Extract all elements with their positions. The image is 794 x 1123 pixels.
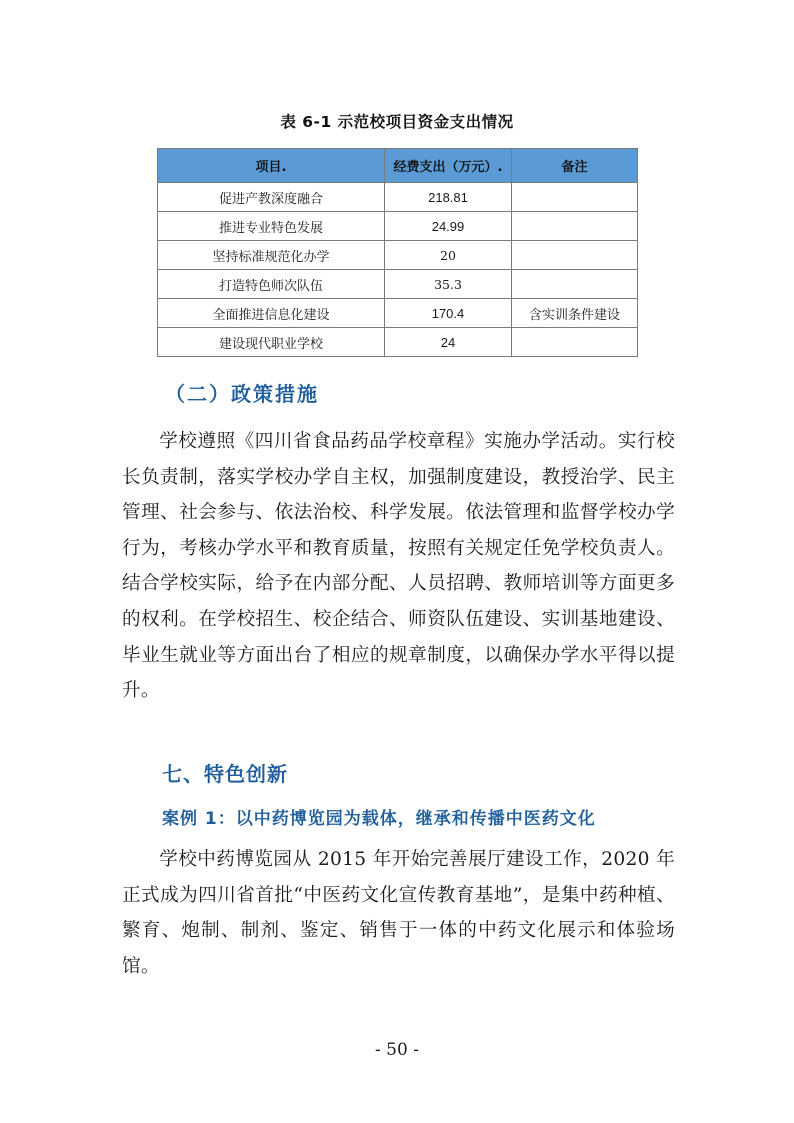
table-header-row (158, 149, 638, 183)
cell-item: 建设现代职业学校 (158, 328, 385, 357)
cell-note (512, 183, 638, 212)
cell-amount: 24 (385, 328, 512, 357)
case-heading: 案例 1：以中药博览园为载体，继承和传播中医药文化 (162, 809, 596, 829)
header-note: 备注 (512, 149, 638, 183)
fund-table (157, 148, 638, 357)
table-row (158, 241, 638, 270)
cell-note (512, 212, 638, 241)
cell-amount: 35.3 (385, 270, 512, 299)
cell-item: 全面推进信息化建设 (158, 299, 385, 328)
table-row (158, 212, 638, 241)
cell-amount: 170.4 (385, 299, 512, 328)
table-caption: 表 6-1 示范校项目资金支出情况 (280, 113, 514, 131)
cell-item: 促进产教深度融合 (158, 183, 385, 212)
case-paragraph: 学校中药博览园从 2015 年开始完善展厅建设工作，2020 年正式成为四川省首批“中医药文化宣传教育基地”，是集中药种植、繁育、炮制、制剂、鉴定、销售于一体的中药文化展示和体验场馆。 (122, 849, 675, 977)
cell-item: 打造特色师次队伍 (158, 270, 385, 299)
cell-note: 含实训条件建设 (512, 299, 638, 328)
page-number: - 50 - (375, 1040, 419, 1060)
cell-note (512, 328, 638, 357)
table-row (158, 328, 638, 357)
table-row (158, 299, 638, 328)
table-row (158, 270, 638, 299)
section-heading-policy: （二）政策措施 (165, 382, 319, 406)
cell-amount: 24.99 (385, 212, 512, 241)
cell-item: 坚持标准规范化办学 (158, 241, 385, 270)
policy-paragraph: 学校遵照《四川省食品药品学校章程》实施办学活动。实行校长负责制，落实学校办学自主权，加强制度建设，教授治学、民主管理、社会参与、依法治校、科学发展。依法管理和监督学校办学行为，考核办学水平和教育质量，按照有关规定任免学校负责人。结合学校实际，给予在内部分配、人员招聘、教师培训等方面更多的权利。在学校招生、校企结合、师资队伍建设、实训基地建设、毕业生就业等方面出台了相应的规章制度，以确保办学水平得以提升。 (122, 431, 675, 702)
section-heading-innovation: 七、特色创新 (162, 762, 288, 786)
cell-item: 推进专业特色发展 (158, 212, 385, 241)
cell-amount: 20 (385, 241, 512, 270)
header-item: 项目. (158, 149, 385, 183)
cell-note (512, 241, 638, 270)
header-amount: 经费支出（万元）. (385, 149, 512, 183)
cell-amount: 218.81 (385, 183, 512, 212)
cell-note (512, 270, 638, 299)
table-row (158, 183, 638, 212)
